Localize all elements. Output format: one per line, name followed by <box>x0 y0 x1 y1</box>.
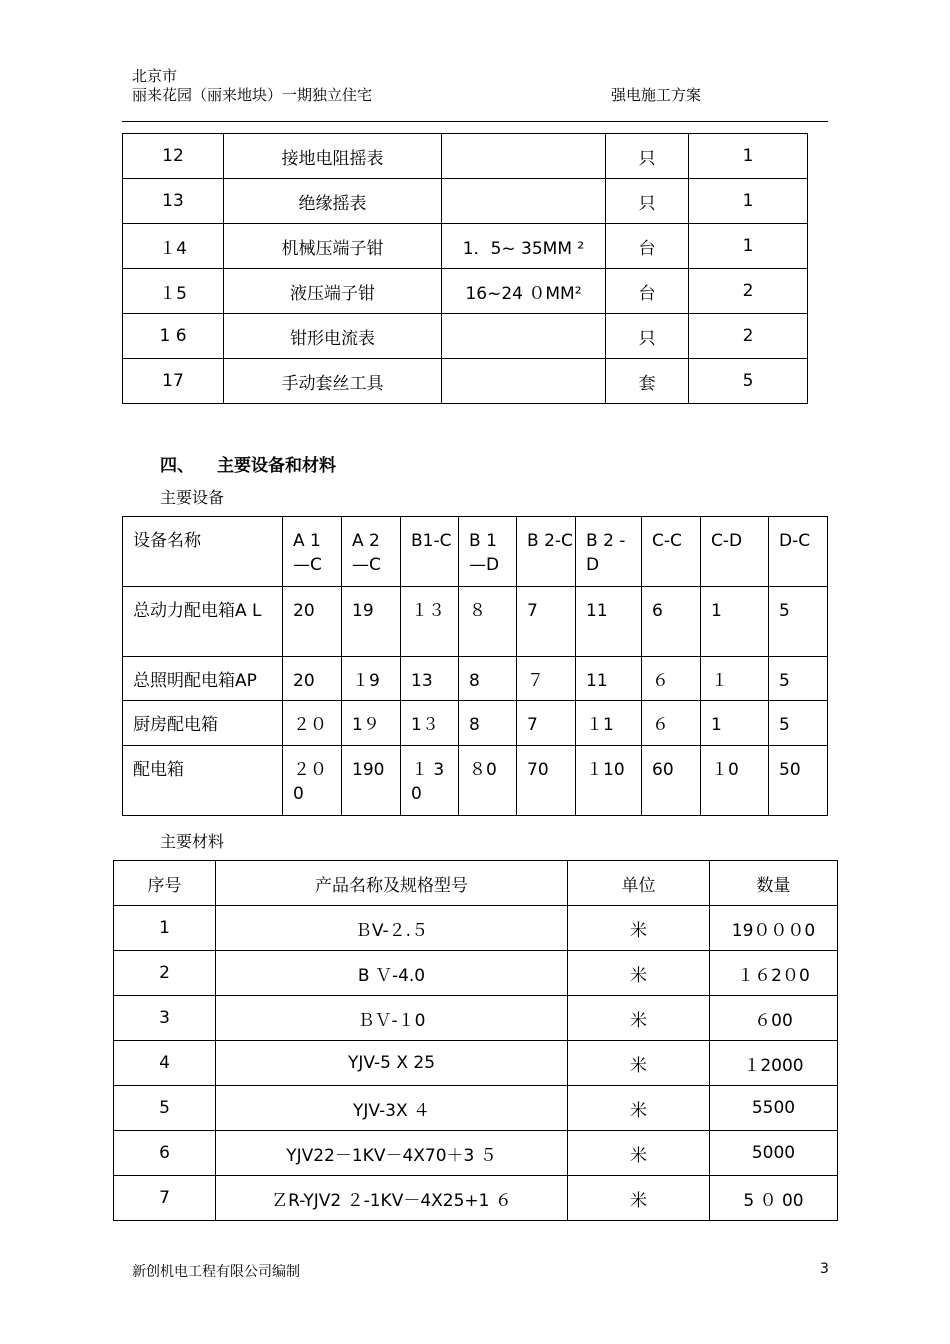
table-row <box>123 701 828 746</box>
column-header: C-C <box>642 517 701 587</box>
tools-table <box>122 133 808 404</box>
table-cell: ６ <box>642 701 701 746</box>
section-number: 四、 <box>160 456 194 476</box>
table-cell: 7 <box>114 1176 216 1221</box>
table-cell: 1 <box>689 224 808 269</box>
table-cell: YJV-5 X 25 <box>216 1041 568 1086</box>
table-cell: 米 <box>568 1176 710 1221</box>
table-cell: 13 <box>401 657 459 701</box>
table-cell: ７ <box>517 657 576 701</box>
table-cell: 5500 <box>710 1086 838 1131</box>
footer-company: 新创机电工程有限公司编制 <box>132 1264 300 1280</box>
table-cell: 17 <box>123 359 224 404</box>
table-cell: 2 <box>689 314 808 359</box>
table-cell: B Ｖ-4.0 <box>216 951 568 996</box>
column-header: D-C <box>769 517 828 587</box>
table-row <box>114 1041 838 1086</box>
table-cell: 1３ <box>401 701 459 746</box>
table-cell: １ 3 0 <box>401 746 459 816</box>
table-cell: 米 <box>568 906 710 951</box>
table-cell: 1９ <box>342 701 401 746</box>
table-cell: 3 <box>114 996 216 1041</box>
table-cell: 绝缘摇表 <box>224 179 442 224</box>
table-cell: YJV-3X ４ <box>216 1086 568 1131</box>
table-cell: ８0 <box>459 746 517 816</box>
equipment-label: 主要设备 <box>160 488 225 507</box>
table-cell: 1 <box>701 701 769 746</box>
column-header: A 1 —C <box>283 517 342 587</box>
table-cell: 190 <box>342 746 401 816</box>
column-header: B 2 - D <box>576 517 642 587</box>
table-cell: 1 <box>689 134 808 179</box>
column-header: 产品名称及规格型号 <box>216 861 568 906</box>
table-cell: 手动套丝工具 <box>224 359 442 404</box>
column-header: B1-C <box>401 517 459 587</box>
table-cell: １６2０0 <box>710 951 838 996</box>
table-cell: 米 <box>568 1086 710 1131</box>
table-cell: 20 <box>283 587 342 657</box>
table-cell: 8 <box>459 657 517 701</box>
table-cell: 19０００0 <box>710 906 838 951</box>
table-cell: 总动力配电箱A L <box>123 587 283 657</box>
table-cell: 钳形电流表 <box>224 314 442 359</box>
column-header: 设备名称 <box>123 517 283 587</box>
column-header: B 2-C <box>517 517 576 587</box>
table-cell: 11 <box>576 587 642 657</box>
column-header: B 1 —D <box>459 517 517 587</box>
table-cell: 8 <box>459 701 517 746</box>
table-cell: 台 <box>606 224 689 269</box>
table-cell: 19 <box>342 587 401 657</box>
table-cell: 11 <box>576 657 642 701</box>
table-row <box>123 314 808 359</box>
table-cell: YJV22－1KV－4X70＋3 ５ <box>216 1131 568 1176</box>
table-cell: ６ <box>642 657 701 701</box>
table-cell: １ <box>701 657 769 701</box>
table-cell <box>442 179 606 224</box>
table-row <box>123 587 828 657</box>
table-cell: 6 <box>642 587 701 657</box>
table-cell: 4 <box>114 1041 216 1086</box>
table-row <box>114 1086 838 1131</box>
column-header: 数量 <box>710 861 838 906</box>
table-cell: 13 <box>123 179 224 224</box>
table-cell: １4 <box>123 224 224 269</box>
column-header: 序号 <box>114 861 216 906</box>
table-cell <box>442 314 606 359</box>
column-header: C-D <box>701 517 769 587</box>
table-row <box>123 359 808 404</box>
table-cell: 5 <box>689 359 808 404</box>
table-cell: １5 <box>123 269 224 314</box>
table-row <box>114 906 838 951</box>
table-cell: 16~24 ０MM² <box>442 269 606 314</box>
table-cell: 6 <box>114 1131 216 1176</box>
table-cell: １2000 <box>710 1041 838 1086</box>
table-cell: 5 ０ 00 <box>710 1176 838 1221</box>
table-row <box>123 179 808 224</box>
header-project: 丽来花园（丽来地块）一期独立住宅 <box>132 86 373 104</box>
table-cell: ８ <box>459 587 517 657</box>
table-row <box>114 996 838 1041</box>
table-cell: 只 <box>606 134 689 179</box>
table-cell: １３ <box>401 587 459 657</box>
table-cell: １10 <box>576 746 642 816</box>
materials-label: 主要材料 <box>160 832 225 851</box>
table-cell: 12 <box>123 134 224 179</box>
table-cell: ＢV-２.５ <box>216 906 568 951</box>
table-cell: 只 <box>606 314 689 359</box>
table-cell: 1 <box>114 906 216 951</box>
table-row <box>123 224 808 269</box>
table-cell: 5 <box>114 1086 216 1131</box>
table-cell: １0 <box>701 746 769 816</box>
table-cell: 2 <box>114 951 216 996</box>
table-cell: 1 <box>689 179 808 224</box>
table-cell: 7 <box>517 701 576 746</box>
column-header: 单位 <box>568 861 710 906</box>
table-cell: 液压端子钳 <box>224 269 442 314</box>
table-row <box>123 134 808 179</box>
table-cell: １1 <box>576 701 642 746</box>
header-rule <box>122 121 828 122</box>
table-cell: 米 <box>568 1131 710 1176</box>
table-cell: ＢＶ-１0 <box>216 996 568 1041</box>
table-cell: 台 <box>606 269 689 314</box>
table-cell: 1．5~ 35MM ² <box>442 224 606 269</box>
table-cell: 1 <box>701 587 769 657</box>
table-cell: 70 <box>517 746 576 816</box>
table-cell <box>442 359 606 404</box>
materials-table <box>113 860 838 1221</box>
table-cell: 5 <box>769 701 828 746</box>
table-cell: 5 <box>769 657 828 701</box>
table-cell: ２０ 0 <box>283 746 342 816</box>
table-row <box>114 951 838 996</box>
table-row <box>123 746 828 816</box>
header-city: 北京市 <box>132 67 178 85</box>
table-header-row <box>123 517 828 587</box>
table-cell: 20 <box>283 657 342 701</box>
table-cell <box>442 134 606 179</box>
table-cell: 米 <box>568 1041 710 1086</box>
table-cell: 机械压端子钳 <box>224 224 442 269</box>
table-cell: 接地电阻摇表 <box>224 134 442 179</box>
table-cell: 米 <box>568 951 710 996</box>
table-cell: 套 <box>606 359 689 404</box>
table-cell: 7 <box>517 587 576 657</box>
table-cell: ＺR-YJV2 ２-1KV－4X25+1 ６ <box>216 1176 568 1221</box>
header-doc-title: 强电施工方案 <box>611 86 702 104</box>
table-cell: 配电箱 <box>123 746 283 816</box>
table-cell: 只 <box>606 179 689 224</box>
table-cell: 60 <box>642 746 701 816</box>
table-row <box>123 657 828 701</box>
table-row <box>114 1176 838 1221</box>
table-cell: 5000 <box>710 1131 838 1176</box>
table-cell: 厨房配电箱 <box>123 701 283 746</box>
table-cell: ２０ <box>283 701 342 746</box>
table-cell: 总照明配电箱AP <box>123 657 283 701</box>
table-cell: 1 6 <box>123 314 224 359</box>
table-cell: 50 <box>769 746 828 816</box>
table-cell: 5 <box>769 587 828 657</box>
page-number: 3 <box>820 1261 829 1277</box>
table-row <box>114 1131 838 1176</box>
table-cell: 2 <box>689 269 808 314</box>
equipment-table <box>122 516 828 816</box>
table-cell: １9 <box>342 657 401 701</box>
column-header: A 2 —C <box>342 517 401 587</box>
table-cell: 米 <box>568 996 710 1041</box>
section-title: 主要设备和材料 <box>217 456 336 476</box>
table-header-row <box>114 861 838 906</box>
table-cell: ６00 <box>710 996 838 1041</box>
table-row <box>123 269 808 314</box>
